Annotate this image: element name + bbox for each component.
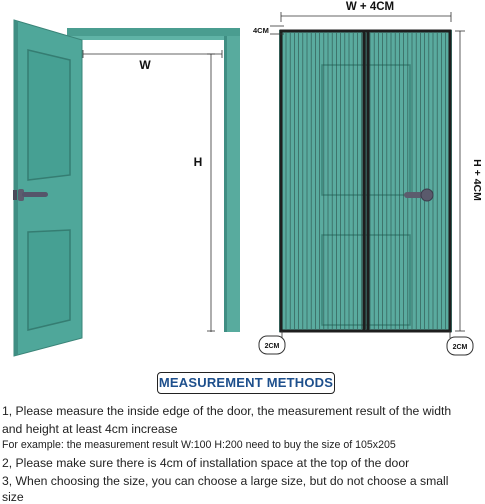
open-door (13, 20, 82, 356)
door-lower-panel (28, 230, 70, 330)
door-frame (67, 28, 240, 332)
bottom-right-label: 2CM (452, 344, 468, 351)
width-plus-label: W + 4CM (345, 1, 395, 13)
door-upper-panel (28, 50, 70, 180)
height-label: H (193, 155, 203, 169)
method-line-1: 1, Please measure the inside edge of the door, the measurement result of the width (2, 404, 452, 418)
method-example: For example: the measurement result W:100 H:200 need to buy the size of 105x205 (2, 439, 396, 451)
height-plus-label: H + 4CM (471, 159, 483, 201)
method-line-5: size (2, 490, 24, 504)
screen-door (279, 30, 452, 332)
method-line-2: and height at least 4cm increase (2, 422, 178, 436)
bottom-left-callout (259, 331, 285, 354)
method-line-3: 2, Please make sure there is 4cm of installation space at the top of the door (2, 456, 410, 470)
bottom-left-label: 2CM (264, 343, 280, 350)
method-line-4: 3, When choosing the size, you can choose a large size, but do not choose a small (2, 474, 449, 488)
height-plus-dimension (455, 31, 483, 331)
methods-title: MEASUREMENT METHODS (157, 372, 335, 394)
width-plus-dimension (281, 1, 451, 22)
top-gap-label: 4CM (253, 26, 269, 35)
bottom-right-callout (447, 331, 473, 355)
width-label: W (139, 58, 151, 72)
